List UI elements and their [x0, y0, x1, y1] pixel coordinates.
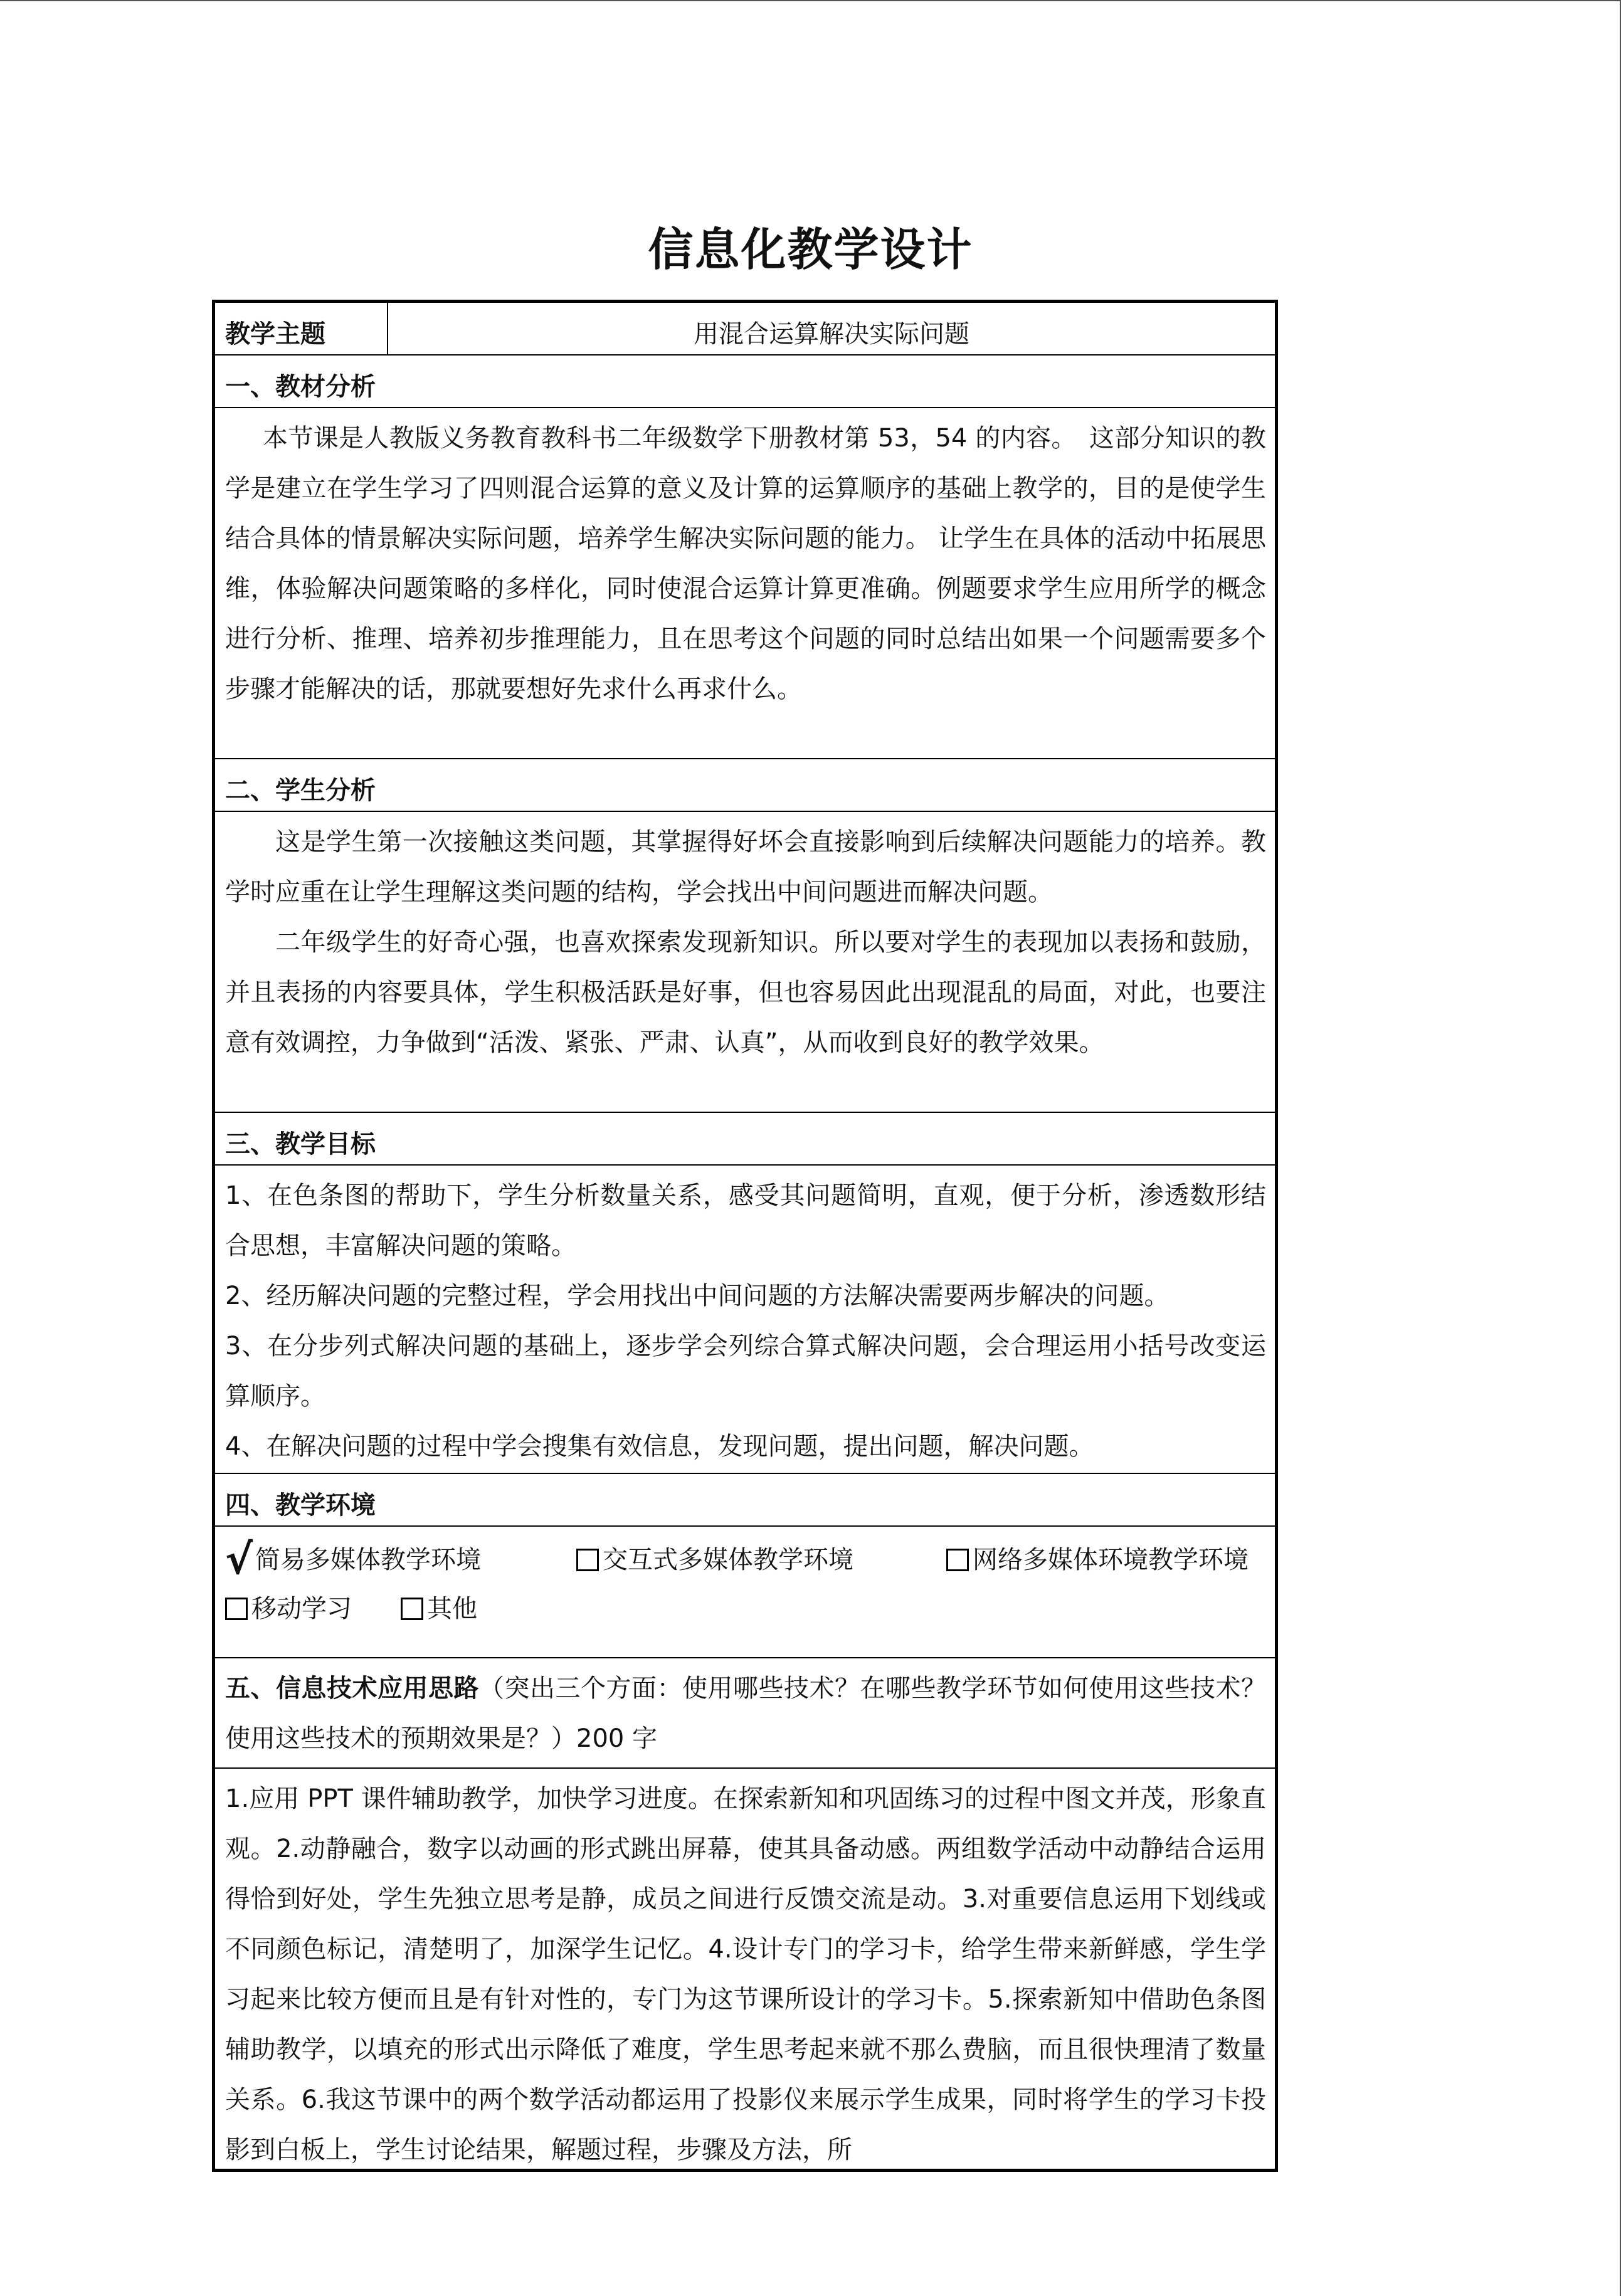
env-option-label: 交互式多媒体教学环境	[603, 1546, 853, 1574]
student-para-1: 这是学生第一次接触这类问题，其掌握得好坏会直接影响到后续解决问题能力的培养。教学时应重在让学生理解这类问题的结构，学会找出中间问题进而解决问题。	[225, 828, 1266, 907]
environment-line-2	[225, 1584, 1266, 1633]
design-table	[212, 300, 1278, 2172]
section-tech-heading	[215, 1657, 1275, 1767]
goal-item: 4、在解决问题的过程中学会搜集有效信息，发现问题，提出问题，解决问题。	[225, 1432, 1094, 1461]
section-material-body	[215, 407, 1275, 758]
check-mark-icon: √	[225, 1535, 253, 1584]
env-option-label: 网络多媒体环境教学环境	[973, 1546, 1249, 1574]
section-environment-heading: 四、教学环境	[215, 1473, 1275, 1525]
goal-item: 3、在分步列式解决问题的基础上，逐步学会列综合算式解决问题，会合理运用小括号改变运算顺序。	[225, 1332, 1266, 1411]
env-option-label: 移动学习	[251, 1594, 352, 1623]
environment-line-1	[225, 1535, 1266, 1584]
env-option-label: 简易多媒体教学环境	[255, 1546, 482, 1574]
section-student-body	[215, 811, 1275, 1112]
checkbox-empty-icon	[225, 1598, 248, 1620]
section-student-heading: 二、学生分析	[215, 758, 1275, 811]
theme-label: 教学主题	[215, 303, 388, 354]
goal-item: 2、经历解决问题的完整过程，学会用找出中间问题的方法解决需要两步解决的问题。	[225, 1282, 1170, 1310]
theme-value: 用混合运算解决实际问题	[694, 320, 969, 349]
section-material-heading: 一、教材分析	[215, 354, 1275, 407]
env-option-interactive-multimedia[interactable]	[576, 1535, 946, 1584]
env-option-mobile-learning[interactable]	[225, 1584, 401, 1633]
tech-heading-note: （突出三个方面：使用哪些技术？在哪些教学环节如何使用这些技术？使用这些技术的预期效果是？）200 字	[225, 1674, 1266, 1753]
env-option-label: 其他	[427, 1594, 477, 1623]
env-option-network-multimedia[interactable]	[946, 1535, 1249, 1584]
checkbox-empty-icon	[576, 1549, 599, 1571]
document-title: 信息化教学设计	[648, 223, 973, 276]
material-text: 本节课是人教版义务教育教科书二年级数学下册教材第 53，54 的内容。 这部分知识的教学是建立在学生学习了四则混合运算的意义及计算的运算顺序的基础上教学的，目的是使学生结合具体的情景解决实际问题，培养学生解决实际问题的能力。 让学生在具体的活动中拓展思维，体验解决问题策略的多样化，同时使混合运算计算更准确。例题要求学生应用所学的概念进行分析、推理、培养初步推理能力，且在思考这个问题的同时总结出如果一个问题需要多个步骤才能解决的话，那就要想好先求什么再求什么。	[225, 424, 1266, 703]
section-goals-heading: 三、教学目标	[215, 1112, 1275, 1164]
theme-row	[215, 303, 1275, 354]
goal-item: 1、在色条图的帮助下，学生分析数量关系，感受其问题简明，直观，便于分析，渗透数形结合思想，丰富解决问题的策略。	[225, 1181, 1266, 1260]
tech-text: 1.应用 PPT 课件辅助教学，加快学习进度。在探索新知和巩固练习的过程中图文并茂，形象直观。2.动静融合，数字以动画的形式跳出屏幕，使其具备动感。两组数学活动中动静结合运用得恰到好处，学生先独立思考是静，成员之间进行反馈交流是动。3.对重要信息运用下划线或不同颜色标记，清楚明了，加深学生记忆。4.设计专门的学习卡，给学生带来新鲜感，学生学习起来比较方便而且是有针对性的，专门为这节课所设计的学习卡。5.探索新知中借助色条图辅助教学，以填充的形式出示降低了难度，学生思考起来就不那么费脑，而且很快理清了数量关系。6.我这节课中的两个数学活动都运用了投影仪来展示学生成果，同时将学生的学习卡投影到白板上，学生讨论结果，解题过程，步骤及方法，所	[225, 1784, 1266, 2164]
section-tech-body	[215, 1767, 1275, 2169]
env-option-other[interactable]	[401, 1584, 477, 1633]
checkbox-empty-icon	[946, 1549, 969, 1571]
student-para-2: 二年级学生的好奇心强，也喜欢探索发现新知识。所以要对学生的表现加以表扬和鼓励，并且表扬的内容要具体，学生积极活跃是好事，但也容易因此出现混乱的局面，对此，也要注意有效调控，力争做到“活泼、紧张、严肃、认真”，从而收到良好的教学效果。	[225, 928, 1266, 1057]
section-goals-body	[215, 1164, 1275, 1473]
section-environment-body	[215, 1525, 1275, 1657]
env-option-simple-multimedia[interactable]	[225, 1535, 576, 1584]
tech-heading-title: 五、信息技术应用思路	[225, 1674, 479, 1703]
page-border-top	[0, 0, 1621, 1]
checkbox-empty-icon	[401, 1598, 423, 1620]
